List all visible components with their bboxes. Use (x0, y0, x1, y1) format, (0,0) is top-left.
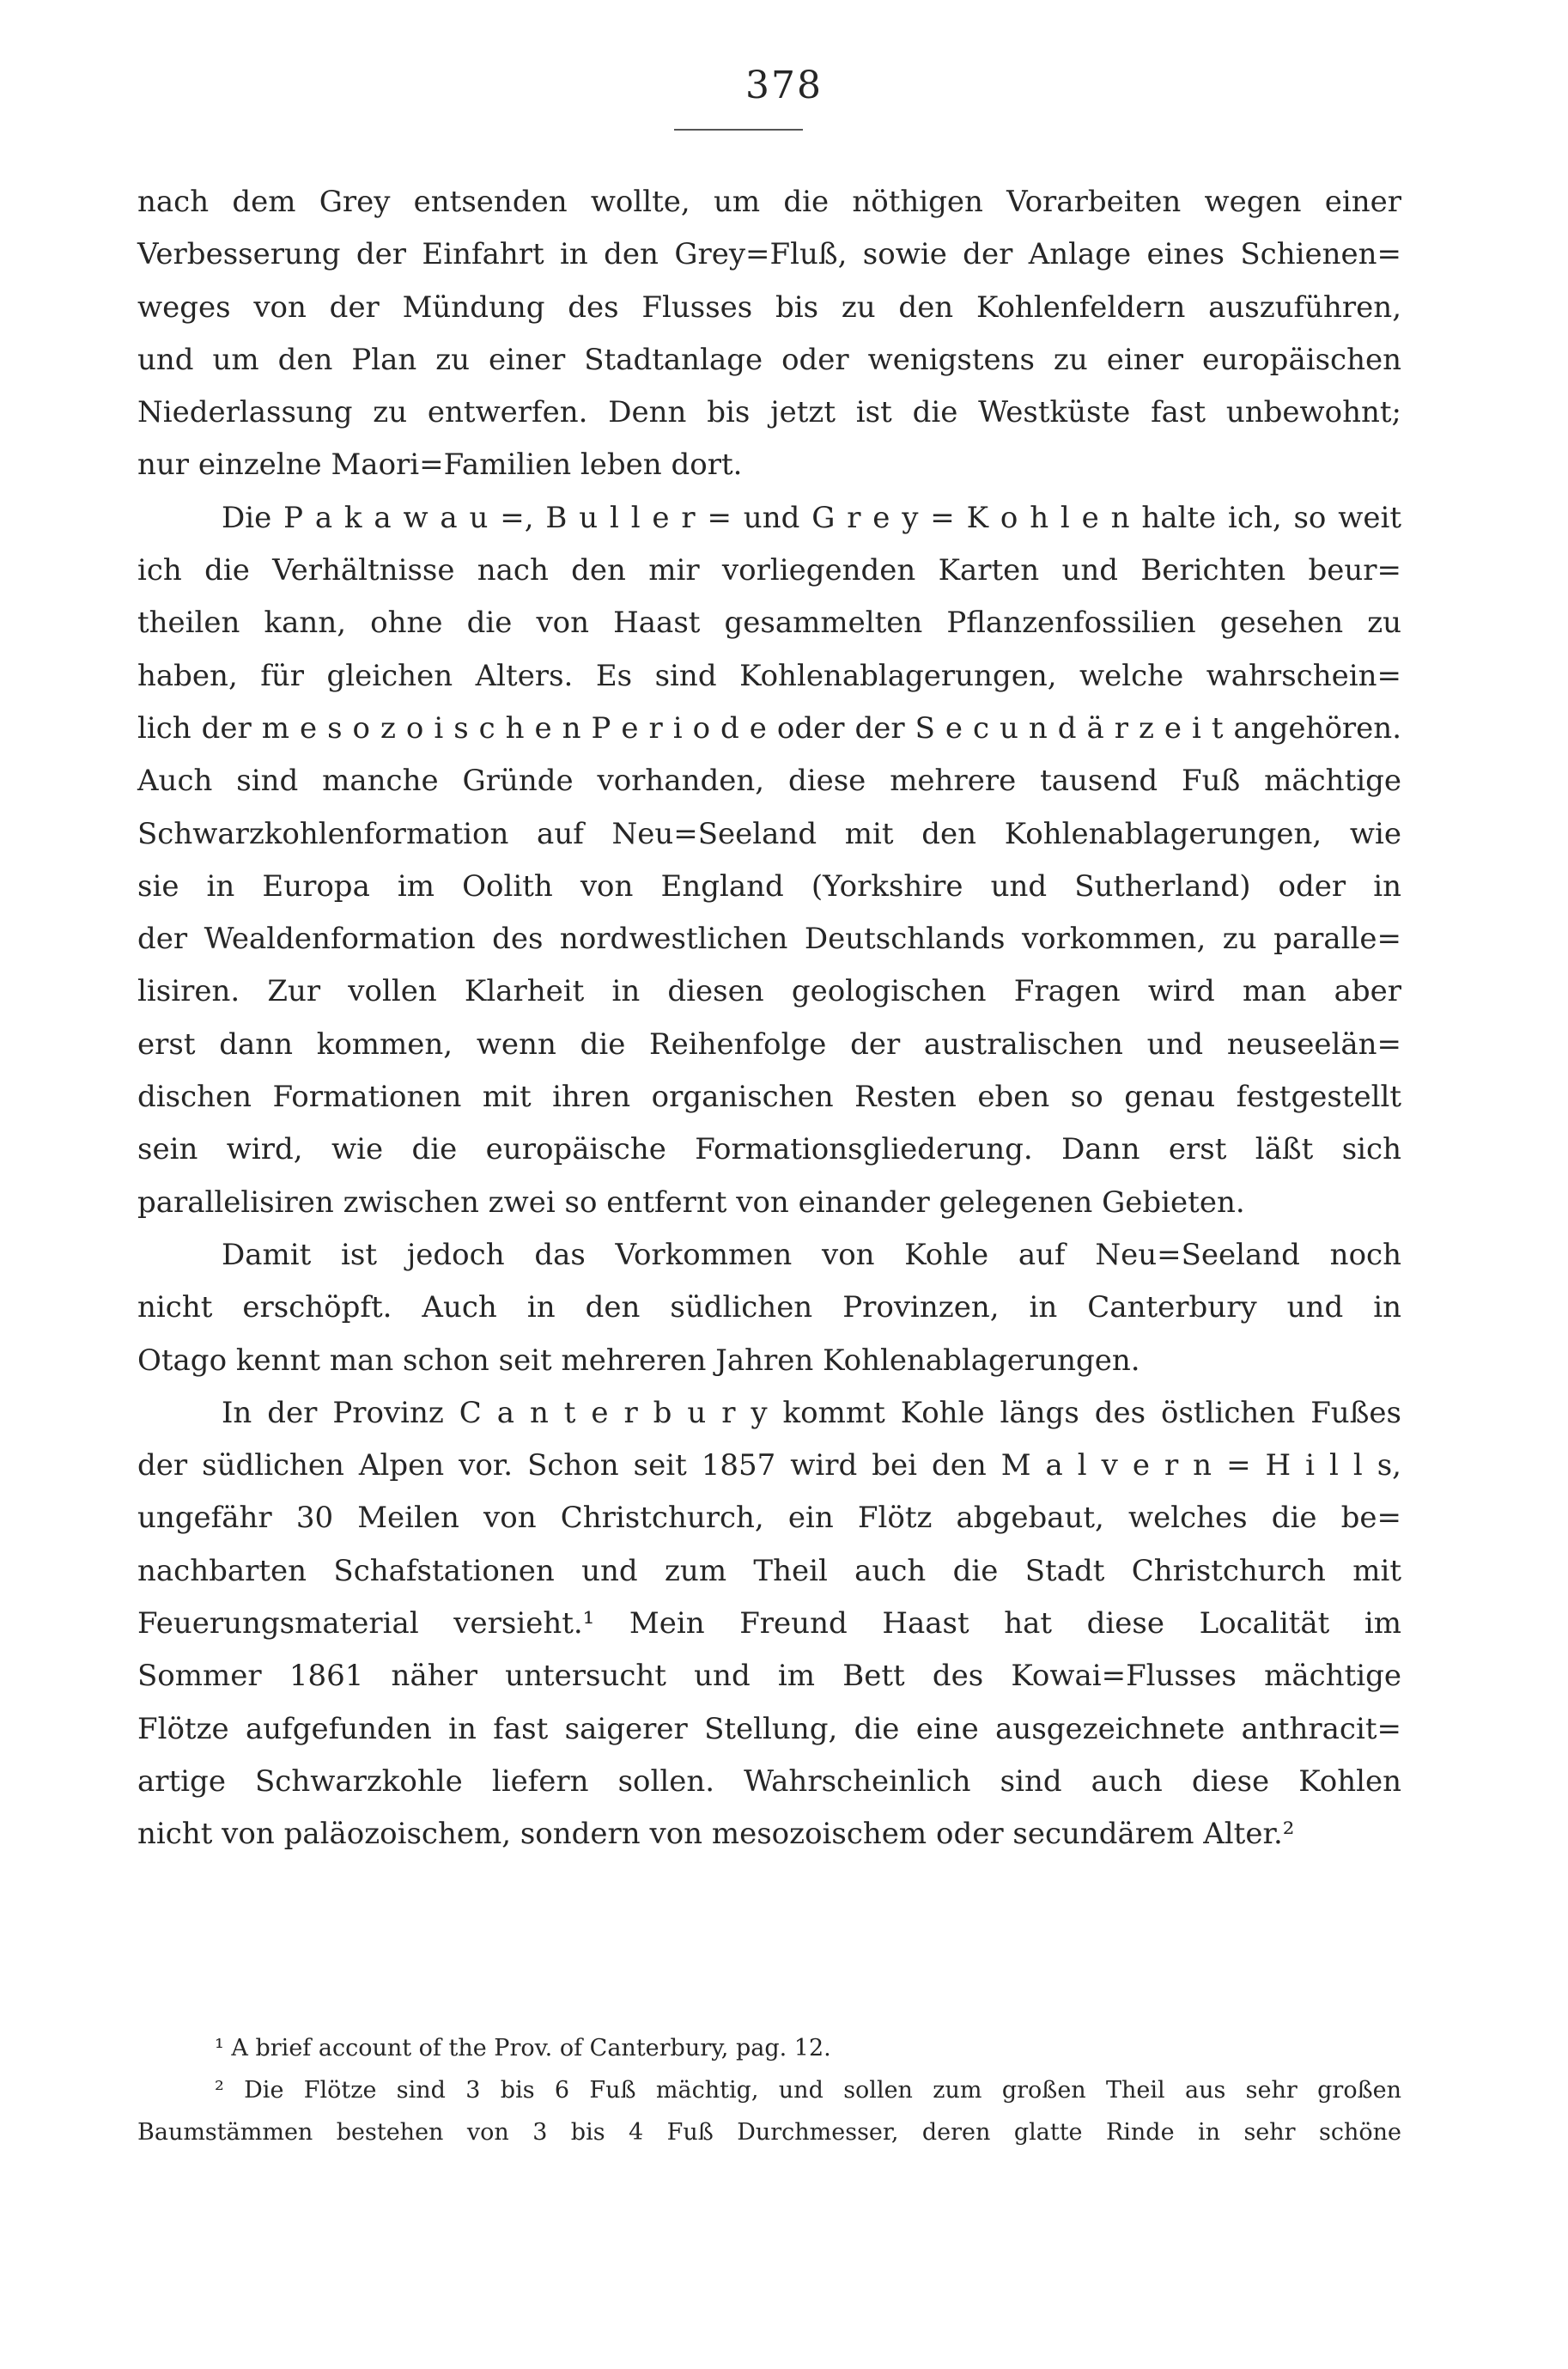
text-line: Flötze aufgefunden in fast saigerer Stellung, die eine ausgezeichnete anthracit= (137, 1711, 1401, 1746)
text-line: Damit ist jedoch das Vorkommen von Kohle auf Neu=Seeland noch (222, 1237, 1401, 1272)
text-line: Feuerungsmaterial versieht.¹ Mein Freund Haast hat diese Localität im (137, 1606, 1401, 1641)
text-line: Schwarzkohlenformation auf Neu=Seeland mit den Kohlenablagerungen, wie (137, 816, 1401, 851)
text-line: ungefähr 30 Meilen von Christchurch, ein Flötz abgebaut, welches die be= (137, 1501, 1401, 1536)
footnotes (137, 2027, 1401, 2153)
text-line: Verbesserung der Einfahrt in den Grey=Fluß, sowie der Anlage eines Schienen= (137, 237, 1401, 272)
text-line: sie in Europa im Oolith von England (Yorkshire und Sutherland) oder in (137, 868, 1401, 904)
text-line: theilen kann, ohne die von Haast gesammelten Pflanzenfossilien gesehen zu (137, 606, 1401, 641)
page-number-rule (674, 129, 803, 131)
text-line: nachbarten Schafstationen und zum Theil auch die Stadt Christchurch mit (137, 1553, 1401, 1588)
text-line: Auch sind manche Gründe vorhanden, diese mehrere tausend Fuß mächtige (137, 764, 1401, 799)
footnote-line: Baumstämmen bestehen von 3 bis 4 Fuß Durchmesser, deren glatte Rinde in sehr schöne (137, 2119, 1401, 2146)
paragraph-2 (137, 492, 1401, 1229)
text-line: und um den Plan zu einer Stadtanlage oder wenigstens zu einer europäischen (137, 342, 1401, 377)
footnote-2 (137, 2069, 1401, 2153)
text-line: sein wird, wie die europäische Formationsgliederung. Dann erst läßt sich (137, 1132, 1401, 1167)
footnote-line: ¹ A brief account of the Prov. of Canterbury, pag. 12. (215, 2035, 831, 2061)
text-line: In der Provinz C a n t e r b u r y kommt Kohle längs des östlichen Fußes (222, 1395, 1401, 1430)
paragraph-4 (137, 1387, 1401, 1861)
text-line: artige Schwarzkohle liefern sollen. Wahrscheinlich sind auch diese Kohlen (137, 1763, 1401, 1799)
text-line: Niederlassung zu entwerfen. Denn bis jetzt ist die Westküste fast unbewohnt; (137, 395, 1401, 430)
text-line: Sommer 1861 näher untersucht und im Bett des Kowai=Flusses mächtige (137, 1659, 1401, 1694)
text-line: nur einzelne Maori=Familien leben dort. (137, 448, 743, 483)
text-line: nicht von paläozoischem, sondern von mesozoischem oder secundärem Alter.² (137, 1817, 1295, 1852)
text-line: haben, für gleichen Alters. Es sind Kohlenablagerungen, welche wahrschein= (137, 658, 1401, 693)
text-line: der südlichen Alpen vor. Schon seit 1857 wird bei den M a l v e r n = H i l l s, (137, 1448, 1401, 1483)
text-line: weges von der Mündung des Flusses bis zu den Kohlenfeldern auszuführen, (137, 289, 1401, 325)
paragraph-1 (137, 176, 1401, 492)
text-line: parallelisiren zwischen zwei so entfernt von einander gelegenen Gebieten. (137, 1184, 1245, 1220)
text-line: der Wealdenformation des nordwestlichen Deutschlands vorkommen, zu paralle= (137, 922, 1401, 957)
text-line: lisiren. Zur vollen Klarheit in diesen geologischen Fragen wird man aber (137, 974, 1401, 1009)
text-line: Otago kennt man schon seit mehreren Jahren Kohlenablagerungen. (137, 1343, 1140, 1378)
footnote-1 (137, 2027, 1401, 2069)
text-line: nicht erschöpft. Auch in den südlichen Provinzen, in Canterbury und in (137, 1290, 1401, 1325)
body-text (137, 176, 1401, 1861)
footnote-line: ² Die Flötze sind 3 bis 6 Fuß mächtig, und sollen zum großen Theil aus sehr großen (215, 2077, 1401, 2104)
paragraph-3 (137, 1229, 1401, 1387)
text-line: ich die Verhältnisse nach den mir vorliegenden Karten und Berichten beur= (137, 553, 1401, 588)
text-line: lich der m e s o z o i s c h e n P e r i o d e oder der S e c u n d ä r z e i t angehören. (137, 710, 1401, 746)
text-line: Die P a k a w a u =, B u l l e r = und G r e y = K o h l e n halte ich, so weit (222, 500, 1401, 535)
text-line: nach dem Grey entsenden wollte, um die nöthigen Vorarbeiten wegen einer (137, 185, 1401, 219)
page-number: 378 (745, 64, 823, 107)
text-line: erst dann kommen, wenn die Reihenfolge der australischen und neuseelän= (137, 1026, 1401, 1062)
text-line: dischen Formationen mit ihren organischen Resten eben so genau festgestellt (137, 1080, 1401, 1115)
